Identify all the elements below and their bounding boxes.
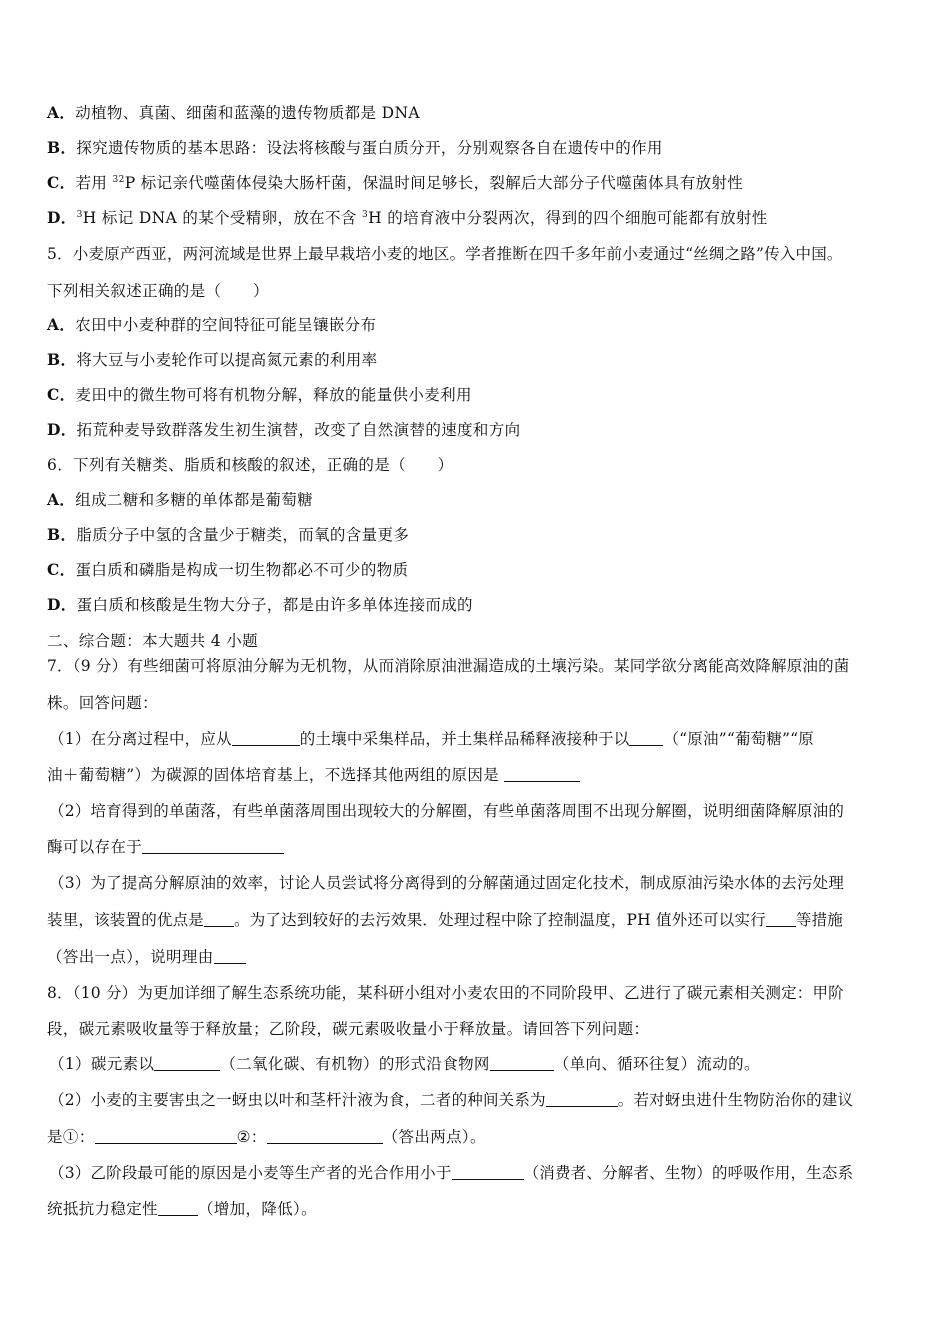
q8-stem-line1: 8．（10 分）为更加详细了解生态系统功能，某科研小组对小麦农田的不同阶段甲、乙进行了碳元素相关测定：甲阶	[47, 984, 844, 1002]
option-label: C．	[47, 560, 76, 579]
option-label: A．	[47, 103, 76, 122]
option-label: C．	[47, 173, 76, 192]
answer-blank[interactable]	[154, 1056, 220, 1071]
option-text: 探究遗传物质的基本思路：设法将核酸与蛋白质分开，分别观察各自在遗传中的作用	[76, 139, 663, 157]
q8-part2-text-c: 是①：	[47, 1128, 95, 1146]
q7-part1-line2	[47, 765, 914, 785]
q6-stem: 6．下列有关糖类、脂质和核酸的叙述，正确的是（ ）	[47, 456, 454, 474]
q8-part2-line1	[49, 1090, 914, 1110]
option-text-post: P 标记亲代噬菌体侵染大肠杆菌，保温时间足够长，裂解后大部分子代噬菌体具有放射性	[124, 174, 744, 192]
answer-blank[interactable]	[204, 912, 234, 927]
q5-option-a	[47, 315, 914, 335]
q4-option-b	[47, 138, 914, 158]
option-text: 组成二糖和多糖的单体都是葡萄糖	[75, 491, 313, 509]
answer-blank[interactable]	[232, 731, 300, 746]
q8-part2-text-b: 。若对蚜虫进什生物防治你的建议	[617, 1091, 854, 1109]
q8-part3-text-a: （3）乙阶段最可能的原因是小麦等生产者的光合作用小于	[49, 1164, 452, 1182]
option-text: 将大豆与小麦轮作可以提高氮元素的利用率	[76, 351, 378, 369]
q5-stem-line2: 下列相关叙述正确的是（ ）	[47, 282, 269, 300]
option-text: 麦田中的微生物可将有机物分解，释放的能量供小麦利用	[75, 386, 472, 404]
q8-part1	[49, 1054, 914, 1074]
q7-part3-line3	[47, 947, 914, 967]
q6-option-b	[47, 525, 914, 545]
q8-stem-line2: 段，碳元素吸收量等于释放量；乙阶段，碳元素吸收量小于释放量。请回答下列问题：	[47, 1020, 650, 1038]
option-label: C．	[47, 385, 76, 404]
q7-part1-text-b: 的土壤中采集样品，并土集样品稀释液接种于以	[299, 730, 630, 748]
option-text: 拓荒种麦导致群落发生初生演替，改变了自然演替的速度和方向	[76, 421, 521, 439]
q7-part1-text-d: 油＋葡萄糖”）为碳源的固体培育基上，不选择其他两组的原因是	[47, 766, 505, 784]
option-label: A．	[47, 490, 76, 509]
answer-blank[interactable]	[490, 1056, 554, 1071]
option-label: B．	[47, 350, 77, 369]
option-text-mid2: H 的培育液中分裂两次，得到的四个细胞可能都有放射性	[368, 209, 768, 227]
q7-part3-line1: （3）为了提高分解原油的效率，讨论人员尝试将分离得到的分解菌通过固定化技术，制成原油污染水体的去污处理	[49, 874, 845, 892]
q7-part3-line2	[47, 910, 914, 930]
q7-stem-line1: 7．（9 分）有些细菌可将原油分解为无机物，从而消除原油泄漏造成的土壤污染。某同学欲分离能高效降解原油的菌	[47, 657, 850, 675]
isotope-superscript: 3	[76, 210, 83, 220]
q7-part2-line2	[47, 837, 914, 857]
q8-part3-text-d: （增加，降低）。	[197, 1200, 318, 1218]
answer-blank[interactable]	[214, 949, 246, 964]
q8-part3-line1	[49, 1163, 914, 1183]
option-label: D．	[47, 208, 77, 227]
answer-blank[interactable]	[267, 1129, 383, 1144]
answer-blank[interactable]	[95, 1129, 237, 1144]
option-text: 农田中小麦种群的空间特征可能呈镶嵌分布	[75, 316, 377, 334]
q8-part3-text-b: （消费者、分解者、生物）的呼吸作用，生态系	[523, 1164, 854, 1182]
option-text-pre: 若用	[75, 174, 113, 192]
answer-blank[interactable]	[766, 912, 796, 927]
isotope-superscript: 3	[362, 210, 369, 220]
q4-option-c	[47, 173, 914, 193]
q7-part3-text-c: 。为了达到较好的去污效果．处理过程中除了控制温度，PH 值外还可以实行	[234, 911, 766, 929]
q7-part3-text-b: 装里，该装置的优点是	[47, 911, 205, 929]
q7-part2-line1: （2）培育得到的单菌落，有些单菌落周围出现较大的分解圈，有些单菌落周围不出现分解圈，说明细菌降解原油的	[49, 802, 845, 820]
q8-part1-text-c: （单向、循环往复）流动的。	[553, 1055, 760, 1073]
q8-part3-line2	[47, 1199, 914, 1219]
option-label: A．	[47, 315, 76, 334]
q5-option-b	[47, 350, 914, 370]
q7-part1-line1	[49, 729, 914, 749]
q8-part2-text-d: ②：	[236, 1128, 267, 1146]
answer-blank[interactable]	[452, 1165, 524, 1180]
option-text-mid1: H 标记 DNA 的某个受精卵，放在不含	[82, 209, 362, 227]
q7-part3-text-d: 等措施	[795, 911, 844, 929]
option-text: 蛋白质和磷脂是构成一切生物都必不可少的物质	[75, 561, 409, 579]
option-label: B．	[47, 138, 77, 157]
q4-option-d	[47, 208, 914, 228]
q7-part1-text-c: （“原油”“葡萄糖”“原	[663, 730, 814, 748]
section-title: 二、综合题：本大题共 4 小题	[47, 632, 258, 650]
q8-part3-text-c: 统抵抗力稳定性	[47, 1200, 158, 1218]
option-text: 蛋白质和核酸是生物大分子，都是由许多单体连接而成的	[76, 596, 473, 614]
q6-option-c	[47, 560, 914, 580]
q7-stem-line2: 株。回答问题：	[47, 694, 158, 712]
q8-part1-text-b: （二氧化碳、有机物）的形式沿食物网	[220, 1055, 490, 1073]
isotope-superscript: 32	[112, 175, 125, 185]
option-label: D．	[47, 595, 77, 614]
option-label: D．	[47, 420, 77, 439]
q7-part3-text-e: （答出一点），说明理由	[47, 948, 214, 966]
q5-option-d	[47, 420, 914, 440]
q6-option-d	[47, 595, 914, 615]
q8-part2-text-e: （答出两点）。	[382, 1128, 486, 1146]
q5-option-c	[47, 385, 914, 405]
q8-part2-text-a: （2）小麦的主要害虫之一蚜虫以叶和茎杆汁液为食，二者的种间关系为	[49, 1091, 546, 1109]
answer-blank[interactable]	[158, 1201, 198, 1216]
q5-stem-line1: 5．小麦原产西亚，两河流域是世界上最早栽培小麦的地区。学者推断在四千多年前小麦通过“丝绸之路”传入中国。	[47, 245, 843, 263]
option-text: 脂质分子中氢的含量少于糖类，而氧的含量更多	[76, 526, 410, 544]
q6-option-a	[47, 490, 914, 510]
q4-option-a	[47, 103, 914, 123]
q7-part2-text-b: 酶可以存在于	[47, 838, 143, 856]
answer-blank[interactable]	[629, 731, 663, 746]
option-label: B．	[47, 525, 77, 544]
answer-blank[interactable]	[504, 767, 580, 782]
q8-part2-line2	[47, 1127, 914, 1147]
q7-part1-text-a: （1）在分离过程中，应从	[49, 730, 232, 748]
option-text: 动植物、真菌、细菌和蓝藻的遗传物质都是 DNA	[75, 104, 420, 122]
answer-blank[interactable]	[546, 1092, 618, 1107]
answer-blank[interactable]	[142, 839, 284, 854]
q8-part1-text-a: （1）碳元素以	[49, 1055, 155, 1073]
